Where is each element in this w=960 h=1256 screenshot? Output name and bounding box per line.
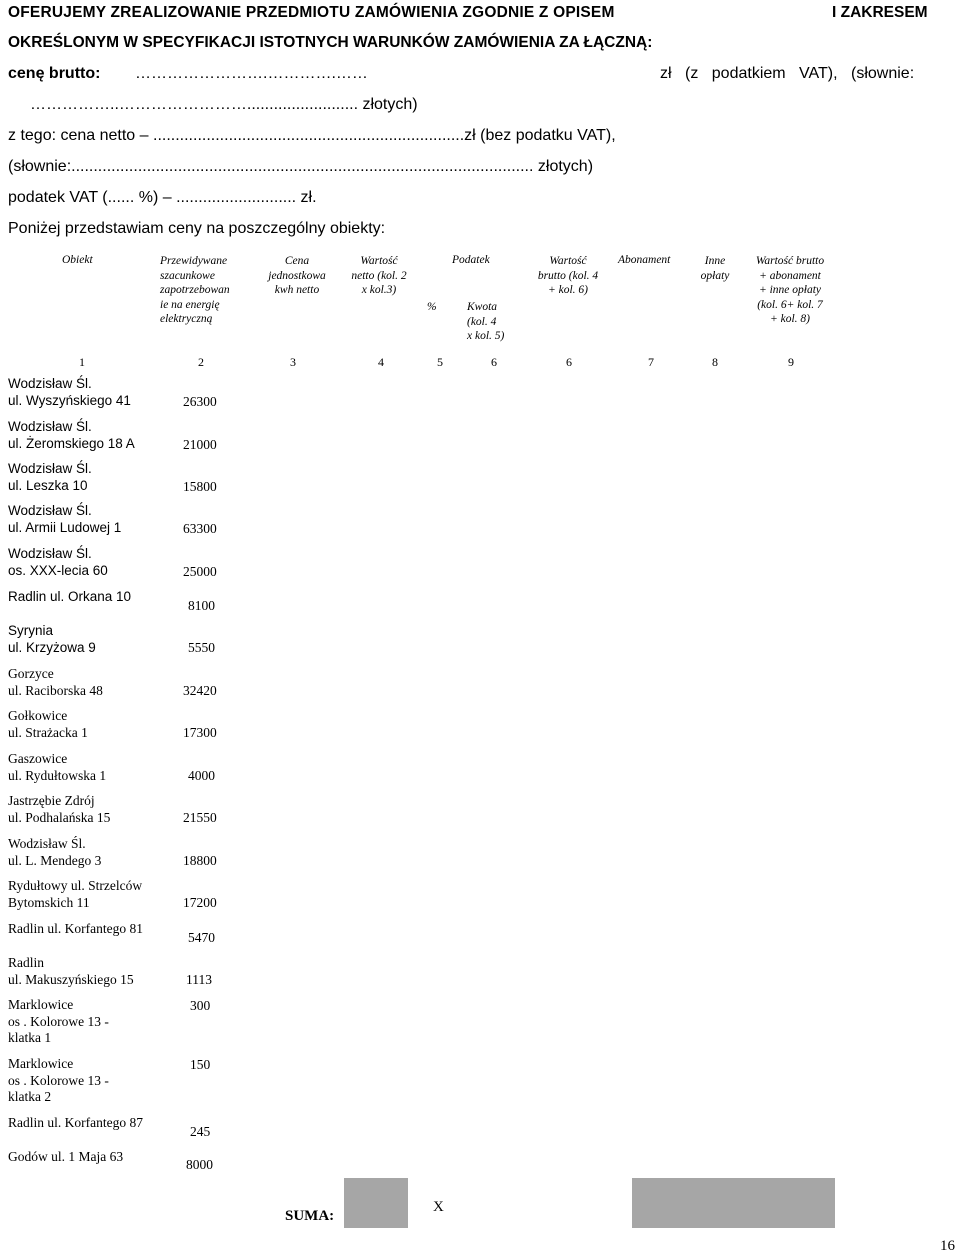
object-name [8,751,106,784]
header-usage-line: elektryczną [160,313,213,325]
header-tax-percent: % [427,301,437,313]
object-line: ul. Armii Ludowej 1 [8,519,122,535]
object-line: ul. L. Mendego 3 [8,852,102,868]
object-name [8,793,110,826]
object-line: os. XXX-lecia 60 [8,562,108,578]
column-number: 6 [491,355,497,369]
energy-usage-value: 4000 [188,768,215,783]
header-usage-line: zapotrzebowan [160,284,230,296]
object-line: Wodzisław Śl. [8,376,92,391]
header-total-gross-line: + inne opłaty [758,284,822,296]
intro-line-1-left: OFERUJEMY ZREALIZOWANIE PRZEDMIOTU ZAMÓWIENIA ZGODNIE Z OPISEM [8,4,615,21]
header-usage-line: ie na energię [160,298,220,311]
summary-tax-mark: X [433,1199,444,1215]
object-line: Rydułtowy ul. Strzelców [8,878,143,893]
energy-usage-value: 32420 [183,683,217,698]
object-line: Godów ul. 1 Maja 63 [8,1149,124,1164]
column-number: 9 [788,355,794,369]
object-line: ul. Leszka 10 [8,477,88,493]
object-line: Radlin ul. Korfantego 81 [8,921,143,936]
object-name [8,997,109,1047]
intro-line-1-right: I ZAKRESEM [832,4,928,21]
object-line: os . Kolorowe 13 - [8,1013,109,1029]
header-tax: Podatek [452,254,490,266]
object-line: Jastrzębie Zdrój [8,793,95,808]
price-gross-label: cenę brutto: [8,65,101,82]
column-number: 1 [79,355,85,369]
column-number: 5 [437,355,443,369]
object-name [8,1115,143,1132]
header-usage-line: Przewidywane [160,255,228,267]
object-line: Gorzyce [8,666,54,681]
object-line: Gołkowice [8,708,68,723]
object-line: Marklowice [8,1056,74,1071]
intro-line-2: OKREŚLONYM W SPECYFIKACJI ISTOTNYCH WARUNKÓW ZAMÓWIENIA ZA ŁĄCZNĄ: [8,34,653,51]
header-usage-line: szacunkowe [160,269,215,282]
header-total-gross-line: (kol. 6+ kol. 7 [757,298,823,311]
intro-line-5: z tego: cena netto – ......................................................................zł (bez podatku VAT), [8,127,616,144]
object-line: Radlin [8,955,44,970]
column-number: 3 [290,355,296,369]
header-tax-amount [467,300,504,344]
object-line: Syrynia [8,623,54,638]
object-name [8,1149,123,1166]
header-gross-value-line: brutto (kol. 4 [537,269,599,282]
object-line: Bytomskich 11 [8,894,90,910]
header-gross-value-line: Wartość [549,255,587,267]
object-name [8,461,92,494]
energy-usage-value: 17200 [183,895,217,910]
header-gross-value-line: + kol. 6) [547,284,588,296]
energy-usage-value: 150 [190,1057,211,1072]
summary-shaded-left [344,1178,408,1228]
object-name [8,921,143,938]
energy-usage-value: 1113 [186,972,212,987]
energy-usage-value: 25000 [183,564,217,579]
object-line: Wodzisław Śl. [8,503,92,518]
header-gross-value [528,254,608,298]
object-line: Wodzisław Śl. [8,419,92,434]
object-name [8,503,121,536]
column-number: 8 [712,355,718,369]
object-line: Wodzisław Śl. [8,461,92,476]
object-name [8,376,131,409]
object-line: ul. Podhalańska 15 [8,809,111,825]
object-line: klatka 2 [8,1089,52,1104]
energy-usage-value: 8000 [186,1157,213,1172]
intro-line-4: ……………..……………………......................... złotych) [30,96,418,113]
energy-usage-value: 26300 [183,394,217,409]
energy-usage-value: 15800 [183,479,217,494]
object-line: ul. Raciborska 48 [8,682,103,698]
object-name [8,589,131,606]
header-obiekt: Obiekt [62,254,93,266]
object-line: Marklowice [8,997,74,1012]
intro-line-3-dots: …………………….………….…… [135,65,368,82]
object-name [8,1056,109,1106]
summary-label: SUMA: [285,1208,335,1224]
column-number: 4 [378,355,384,369]
object-line: ul. Strażacka 1 [8,724,88,740]
object-line: Wodzisław Śl. [8,836,86,851]
column-number: 7 [648,355,654,369]
object-name [8,546,108,579]
object-name [8,708,88,741]
object-name [8,836,101,869]
energy-usage-value: 5550 [188,640,215,655]
object-line: ul. Rydułtowska 1 [8,767,107,783]
object-name [8,666,103,699]
header-net-value-line: x kol.3) [361,284,397,296]
column-number: 2 [198,355,204,369]
header-unit-price-line: Cena [284,255,310,267]
intro-line-3-label [8,65,100,83]
object-line: ul. Krzyżowa 9 [8,639,96,655]
object-name [8,623,96,656]
header-net-value [344,254,414,298]
energy-usage-value: 63300 [183,521,217,536]
column-number: 6 [566,355,572,369]
object-line: klatka 1 [8,1030,52,1045]
object-name [8,955,134,988]
page-number: 16 [940,1238,955,1254]
energy-usage-value: 5470 [188,930,215,945]
intro-line-8: Poniżej przedstawiam ceny na poszczególny obiekty: [8,220,386,237]
header-total-gross [744,254,836,327]
object-line: ul. Makuszyńskiego 15 [8,971,134,987]
object-line: Gaszowice [8,751,68,766]
object-name [8,419,135,452]
energy-usage-value: 18800 [183,853,217,868]
intro-line-6: (słownie:........................................................................................................ złotych) [8,158,594,175]
header-net-value-line: Wartość [360,255,398,267]
energy-usage-value: 21000 [183,437,217,452]
header-tax-amount-line: Kwota [467,301,498,313]
object-line: Wodzisław Śl. [8,546,92,561]
object-line: Radlin ul. Korfantego 87 [8,1115,143,1130]
header-tax-amount-line: x kol. 5) [467,330,505,342]
object-line: ul. Żeromskiego 18 A [8,435,135,451]
energy-usage-value: 8100 [188,598,215,613]
header-other-fees-line: opłaty [700,269,730,282]
header-unit-price-line: jednostkowa [268,269,326,282]
header-total-gross-line: + abonament [759,269,821,282]
intro-line-3-tail: zł (z podatkiem VAT), (słownie: [660,65,915,82]
header-total-gross-line: + kol. 8) [769,313,810,325]
header-total-gross-line: Wartość brutto [755,255,825,267]
energy-usage-value: 300 [190,998,211,1013]
header-subscription: Abonament [618,254,671,266]
intro-line-7: podatek VAT (...... %) – ........................... zł. [8,189,317,206]
header-other-fees-line: Inne [704,255,726,267]
summary-shaded-right [632,1178,835,1228]
energy-usage-value: 17300 [183,725,217,740]
header-usage [160,254,230,327]
header-tax-amount-line: (kol. 4 [467,315,497,328]
header-unit-price [258,254,336,298]
header-net-value-line: netto (kol. 2 [351,269,407,282]
object-line: os . Kolorowe 13 - [8,1072,109,1088]
object-name [8,878,142,911]
object-line: Radlin ul. Orkana 10 [8,589,132,604]
header-unit-price-line: kwh netto [274,284,320,296]
object-line: ul. Wyszyńskiego 41 [8,392,131,408]
header-other-fees [692,254,738,283]
energy-usage-value: 245 [190,1124,211,1139]
energy-usage-value: 21550 [183,810,217,825]
